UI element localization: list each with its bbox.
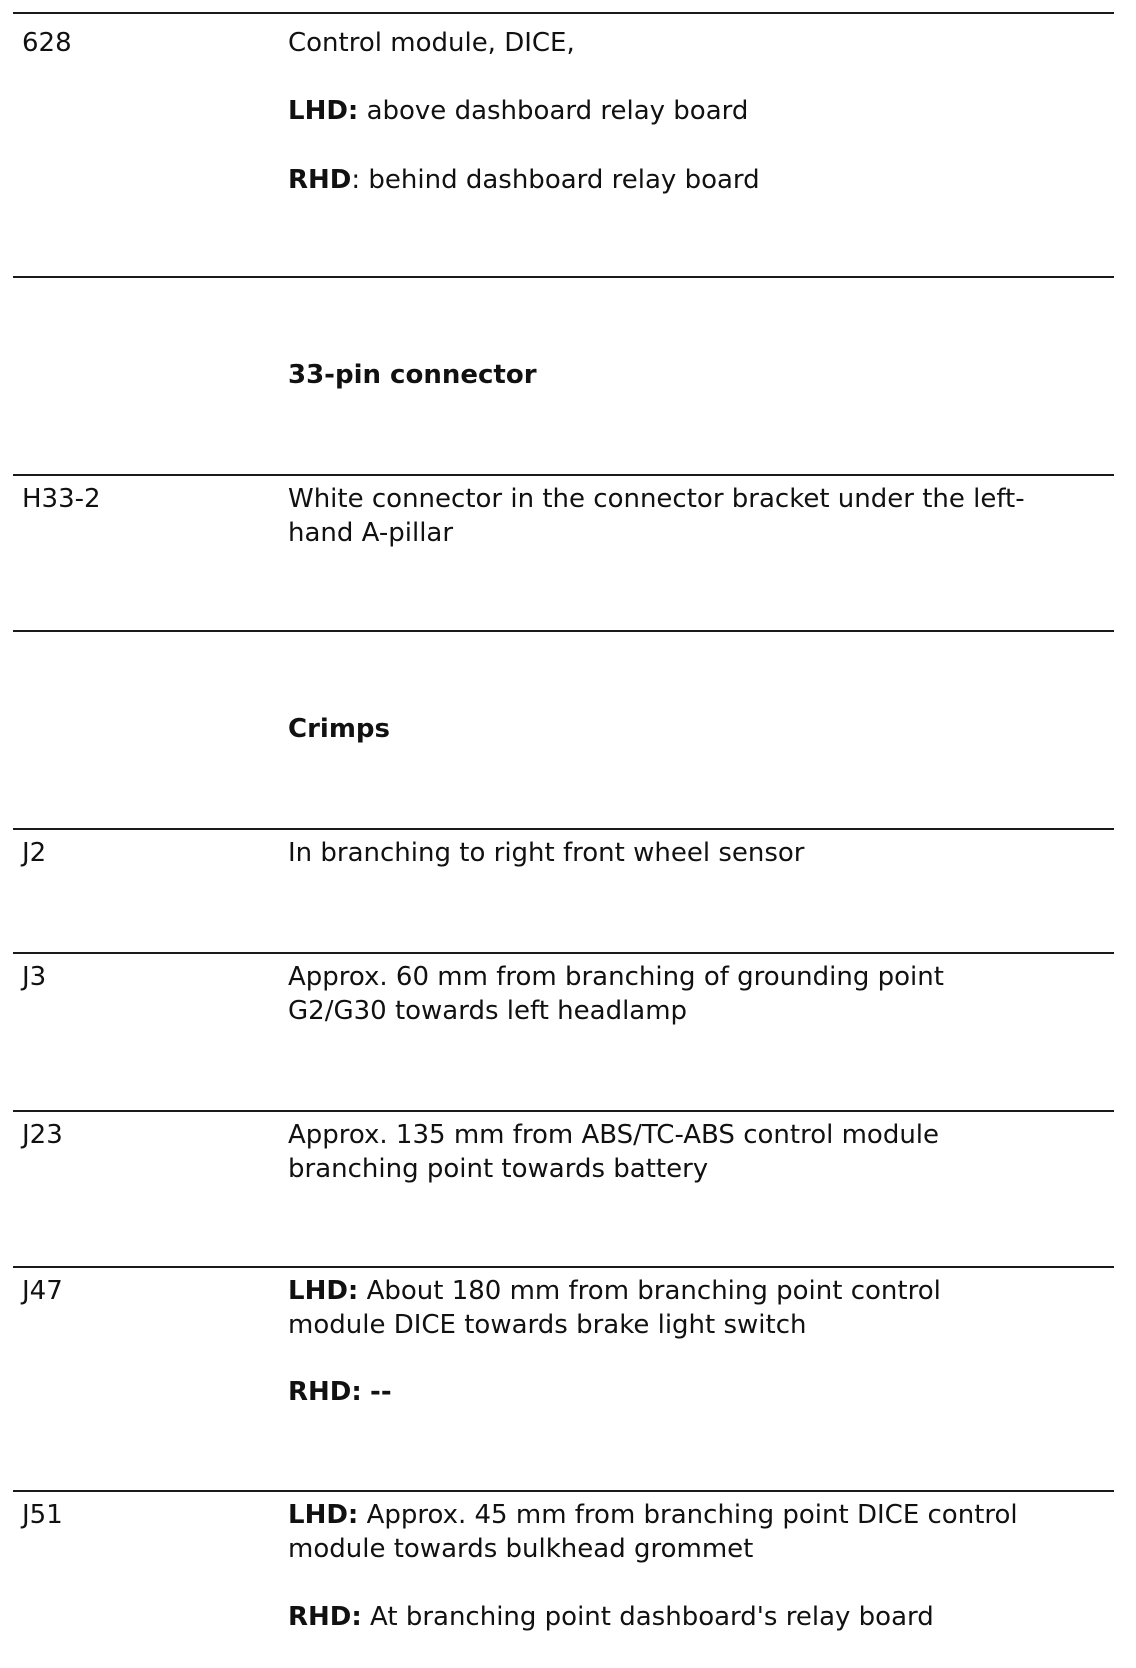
- component-description: [288, 960, 1108, 1028]
- component-code: J3: [22, 962, 47, 992]
- table-rule: [13, 1110, 1114, 1112]
- description-line: White connector in the connector bracket under the left-: [288, 484, 1025, 514]
- description-line: Approx. 60 mm from branching of grounding point: [288, 962, 944, 992]
- description-line: Approx. 135 mm from ABS/TC-ABS control module: [288, 1120, 940, 1150]
- rhd-text: --: [370, 1377, 392, 1407]
- lhd-location: [288, 1274, 1108, 1342]
- rhd-label: RHD: [288, 165, 352, 195]
- component-description: [288, 26, 1108, 60]
- description-text: Control module, DICE,: [288, 28, 575, 58]
- table-rule-top: [13, 12, 1114, 14]
- lhd-text: above dashboard relay board: [366, 96, 749, 126]
- rhd-label: RHD:: [288, 1602, 362, 1632]
- rhd-text: : behind dashboard relay board: [351, 165, 760, 195]
- table-rule: [13, 1490, 1114, 1492]
- component-code: 628: [22, 28, 72, 58]
- component-description: [288, 1118, 1108, 1186]
- table-rule: [13, 630, 1114, 632]
- section-heading: Crimps: [288, 714, 390, 744]
- table-rule: [13, 474, 1114, 476]
- lhd-text: About 180 mm from branching point control: [366, 1276, 941, 1306]
- rhd-location: [288, 1600, 1108, 1634]
- lhd-location: [288, 1498, 1108, 1566]
- table-rule: [13, 828, 1114, 830]
- lhd-label: LHD:: [288, 1500, 359, 1530]
- rhd-text: At branching point dashboard's relay board: [370, 1602, 934, 1632]
- component-code: J2: [22, 838, 47, 868]
- component-description: [288, 836, 1108, 870]
- description-line: hand A-pillar: [288, 518, 454, 548]
- table-rule: [13, 952, 1114, 954]
- component-description: [288, 482, 1108, 550]
- component-code: H33-2: [22, 484, 101, 514]
- rhd-label: RHD:: [288, 1377, 362, 1407]
- table-rule: [13, 1266, 1114, 1268]
- description-text: In branching to right front wheel sensor: [288, 838, 805, 868]
- rhd-location: [288, 1375, 1108, 1409]
- component-code: J23: [22, 1120, 63, 1150]
- lhd-location: [288, 94, 1108, 128]
- rhd-location: [288, 163, 1108, 197]
- lhd-text: module towards bulkhead grommet: [288, 1534, 754, 1564]
- table-rule: [13, 276, 1114, 278]
- lhd-text: module DICE towards brake light switch: [288, 1310, 807, 1340]
- lhd-text: Approx. 45 mm from branching point DICE control: [366, 1500, 1018, 1530]
- lhd-label: LHD:: [288, 1276, 359, 1306]
- section-heading: 33-pin connector: [288, 360, 537, 390]
- description-line: branching point towards battery: [288, 1154, 709, 1184]
- lhd-label: LHD:: [288, 96, 359, 126]
- component-code: J47: [22, 1276, 63, 1306]
- description-line: G2/G30 towards left headlamp: [288, 996, 688, 1026]
- component-code: J51: [22, 1500, 63, 1530]
